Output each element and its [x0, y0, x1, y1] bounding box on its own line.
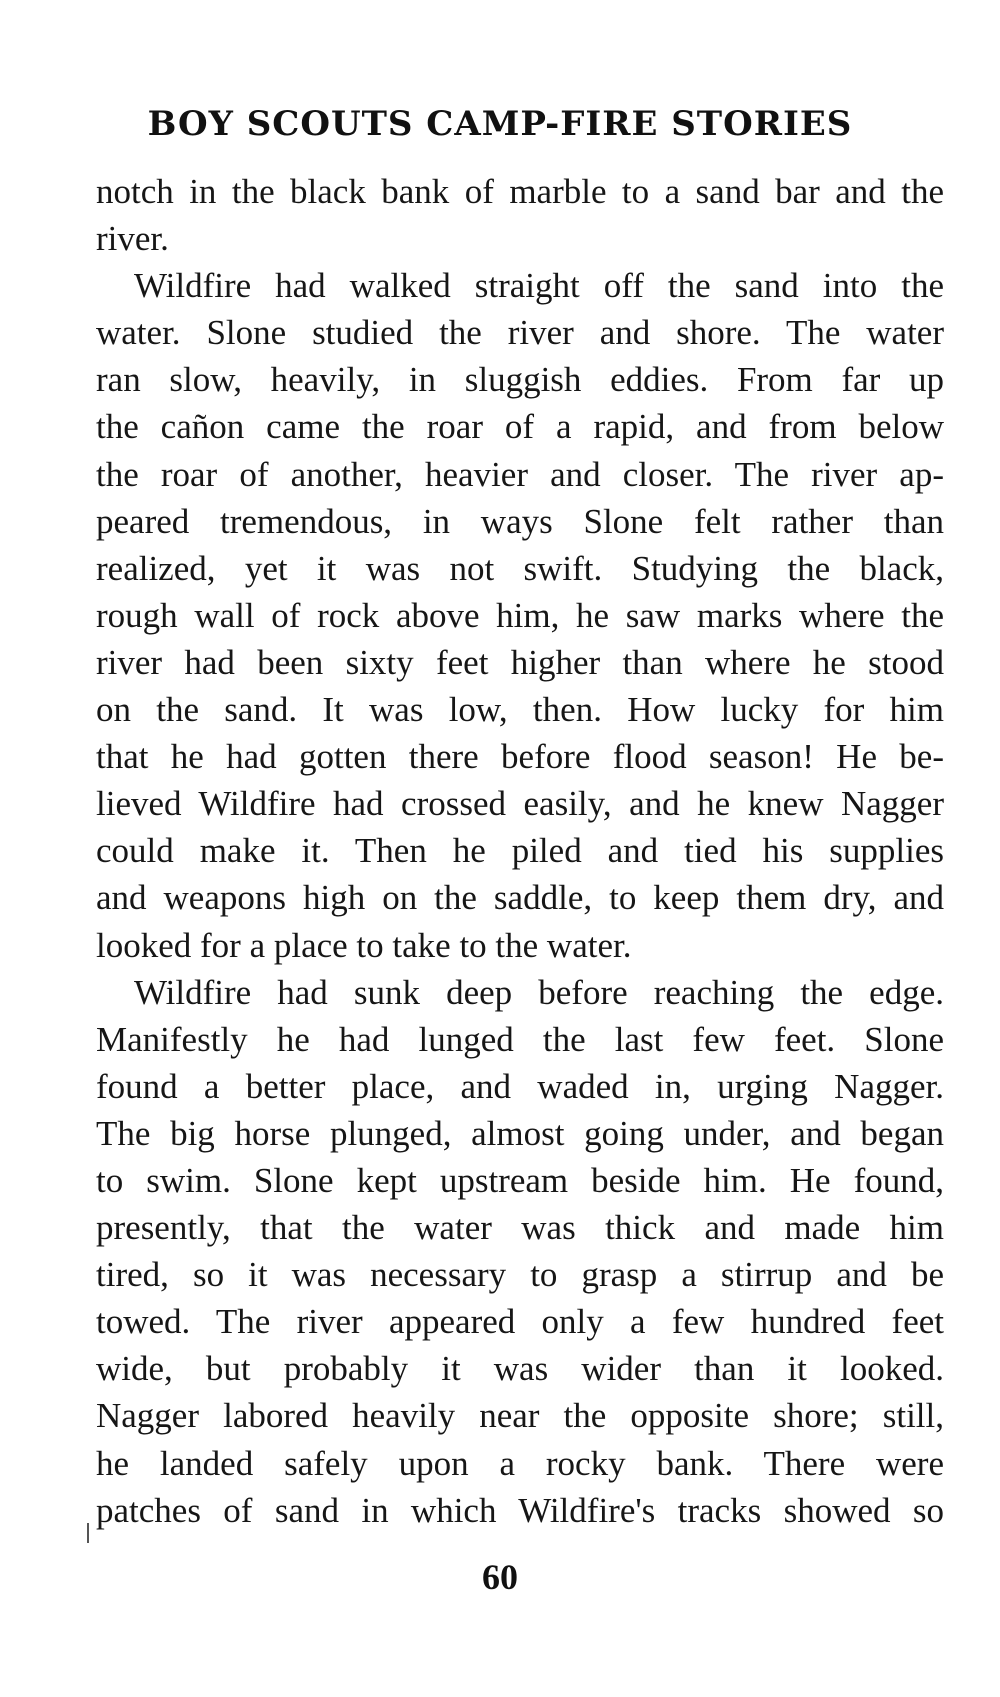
text-line: that he had gotten there before flood season! He be-	[96, 737, 944, 777]
page-number: 60	[482, 1557, 518, 1597]
text-line: ran slow, heavily, in sluggish eddies. From far up	[96, 360, 944, 400]
text-line: patches of sand in which Wildfire's tracks showed so	[96, 1490, 944, 1530]
text-line: water. Slone studied the river and shore. The water	[96, 313, 944, 353]
text-line: looked for a place to take to the water.	[96, 925, 632, 965]
body-text	[96, 168, 944, 1534]
text-line: the roar of another, heavier and closer. The river ap-	[96, 454, 944, 494]
text-line: river.	[96, 219, 169, 259]
text-line: wide, but probably it was wider than it looked.	[96, 1349, 944, 1389]
text-line: on the sand. It was low, then. How lucky for him	[96, 690, 944, 730]
paragraph-first-line: Wildfire had sunk deep before reaching the edge.	[134, 972, 944, 1012]
text-line: peared tremendous, in ways Slone felt rather than	[96, 501, 944, 541]
text-line: The big horse plunged, almost going under, and began	[96, 1113, 944, 1153]
text-line: notch in the black bank of marble to a sand bar and the	[96, 172, 944, 211]
text-line: towed. The river appeared only a few hundred feet	[96, 1302, 944, 1342]
text-line: the cañon came the roar of a rapid, and from below	[96, 407, 944, 447]
text-line: presently, that the water was thick and made him	[96, 1208, 944, 1248]
text-line: tired, so it was necessary to grasp a stirrup and be	[96, 1255, 944, 1295]
text-line: Manifestly he had lunged the last few feet. Slone	[96, 1019, 944, 1059]
text-line: to swim. Slone kept upstream beside him. He found,	[96, 1160, 944, 1200]
scan-mark	[87, 1523, 89, 1543]
running-head-title: BOY SCOUTS CAMP-FIRE STORIES	[147, 104, 853, 144]
text-line: he landed safely upon a rocky bank. There were	[96, 1443, 944, 1483]
text-line: could make it. Then he piled and tied his supplies	[96, 831, 944, 871]
text-line: river had been sixty feet higher than where he stood	[96, 642, 944, 682]
paragraph-first-line: Wildfire had walked straight off the sand into the	[134, 266, 944, 306]
text-line: found a better place, and waded in, urging Nagger.	[96, 1066, 944, 1106]
text-line: and weapons high on the saddle, to keep them dry, and	[96, 878, 944, 918]
text-line: realized, yet it was not swift. Studying the black,	[96, 548, 944, 588]
text-line: lieved Wildfire had crossed easily, and he knew Nagger	[96, 784, 944, 824]
text-line: rough wall of rock above him, he saw marks where the	[96, 595, 944, 635]
text-line: Nagger labored heavily near the opposite shore; still,	[96, 1396, 944, 1436]
